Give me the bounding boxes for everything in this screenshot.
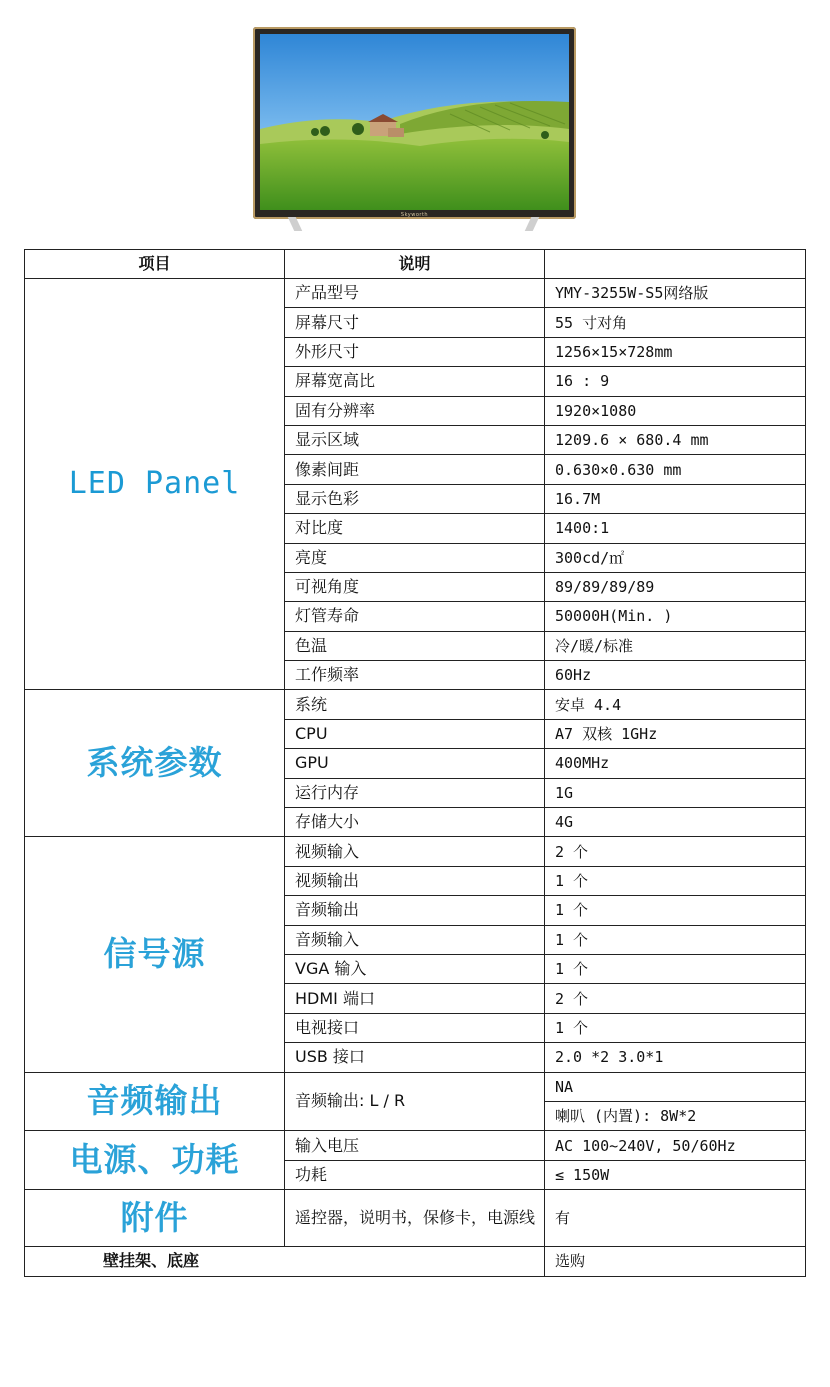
spec-value: 冷/暖/标准 <box>545 631 806 660</box>
header-item: 项目 <box>25 250 285 279</box>
header-value <box>545 250 806 279</box>
spec-table <box>24 249 806 1277</box>
spec-value: 400MHz <box>545 749 806 778</box>
table-row <box>25 837 806 866</box>
spec-item: 视频输出 <box>285 866 545 895</box>
spec-item: 显示色彩 <box>285 484 545 513</box>
spec-item: 系统 <box>285 690 545 719</box>
spec-value: 1 个 <box>545 954 806 983</box>
spec-value: 1920×1080 <box>545 396 806 425</box>
group-label-system: 系统参数 <box>25 690 285 837</box>
spec-item: 电视接口 <box>285 1013 545 1042</box>
table-header-row <box>25 250 806 279</box>
tv-screen-landscape <box>260 34 569 210</box>
spec-item: 亮度 <box>285 543 545 572</box>
spec-item: 运行内存 <box>285 778 545 807</box>
table-footer-row <box>25 1247 806 1276</box>
tv-frame <box>253 27 576 219</box>
spec-value: 89/89/89/89 <box>545 572 806 601</box>
tv-leg-right <box>525 217 540 231</box>
spec-value: AC 100~240V, 50/60Hz <box>545 1131 806 1160</box>
spec-value: 1 个 <box>545 1013 806 1042</box>
spec-value: 50000H(Min. ) <box>545 602 806 631</box>
spec-item: 存储大小 <box>285 808 545 837</box>
spec-item: 功耗 <box>285 1160 545 1189</box>
spec-item: 显示区域 <box>285 425 545 454</box>
spec-value: YMY-3255W-S5网络版 <box>545 279 806 308</box>
spec-value: 有 <box>545 1190 806 1247</box>
spec-item: 屏幕宽高比 <box>285 367 545 396</box>
spec-value: 喇叭 (内置): 8W*2 <box>545 1101 806 1130</box>
spec-item: 对比度 <box>285 514 545 543</box>
spec-item: 产品型号 <box>285 279 545 308</box>
spec-value: 1 个 <box>545 896 806 925</box>
spec-value: A7 双核 1GHz <box>545 719 806 748</box>
group-label-signal: 信号源 <box>25 837 285 1072</box>
spec-item: HDMI 端口 <box>285 984 545 1013</box>
table-row <box>25 1131 806 1160</box>
spec-item: 遥控器，说明书，保修卡，电源线 <box>285 1190 545 1247</box>
spec-item: 灯管寿命 <box>285 602 545 631</box>
spec-value: 16 : 9 <box>545 367 806 396</box>
footer-value: 选购 <box>545 1247 806 1276</box>
spec-item: 视频输入 <box>285 837 545 866</box>
spec-value: ≤ 150W <box>545 1160 806 1189</box>
spec-value: 300cd/㎡ <box>545 543 806 572</box>
spec-value: 2.0 *2 3.0*1 <box>545 1043 806 1072</box>
spec-item: 固有分辨率 <box>285 396 545 425</box>
spec-item: CPU <box>285 719 545 748</box>
spec-item: VGA 输入 <box>285 954 545 983</box>
header-description: 说明 <box>285 250 545 279</box>
group-label-led_panel: LED Panel <box>25 279 285 690</box>
spec-value: 2 个 <box>545 984 806 1013</box>
table-row <box>25 690 806 719</box>
spec-value: 1 个 <box>545 866 806 895</box>
spec-item: 可视角度 <box>285 572 545 601</box>
spec-value: 4G <box>545 808 806 837</box>
tv-leg-left <box>288 217 303 231</box>
spec-value: 16.7M <box>545 484 806 513</box>
group-label-audio: 音频输出 <box>25 1072 285 1131</box>
landscape-illustration <box>260 34 569 210</box>
table-row <box>25 1190 806 1247</box>
spec-value: 1400:1 <box>545 514 806 543</box>
table-row <box>25 279 806 308</box>
spec-item: 色温 <box>285 631 545 660</box>
spec-value: 1G <box>545 778 806 807</box>
spec-value: NA <box>545 1072 806 1101</box>
tv-product-image <box>253 27 576 233</box>
spec-item: 外形尺寸 <box>285 337 545 366</box>
spec-item: GPU <box>285 749 545 778</box>
spec-item: 像素间距 <box>285 455 545 484</box>
group-label-accessories: 附件 <box>25 1190 285 1247</box>
footer-label: 壁挂架、底座 <box>25 1247 545 1276</box>
spec-item: 工作频率 <box>285 661 545 690</box>
spec-value: 安卓 4.4 <box>545 690 806 719</box>
spec-value: 0.630×0.630 mm <box>545 455 806 484</box>
table-row <box>25 1072 806 1101</box>
spec-item: 屏幕尺寸 <box>285 308 545 337</box>
spec-value: 55 寸对角 <box>545 308 806 337</box>
spec-item: 音频输入 <box>285 925 545 954</box>
spec-item: 音频输出: L / R <box>285 1072 545 1131</box>
spec-value: 1209.6 × 680.4 mm <box>545 425 806 454</box>
spec-value: 2 个 <box>545 837 806 866</box>
spec-value: 60Hz <box>545 661 806 690</box>
spec-value: 1256×15×728mm <box>545 337 806 366</box>
group-label-power: 电源、功耗 <box>25 1131 285 1190</box>
spec-item: 音频输出 <box>285 896 545 925</box>
spec-item: USB 接口 <box>285 1043 545 1072</box>
spec-value: 1 个 <box>545 925 806 954</box>
tv-brand-logo: Skyworth <box>400 212 429 218</box>
spec-item: 输入电压 <box>285 1131 545 1160</box>
